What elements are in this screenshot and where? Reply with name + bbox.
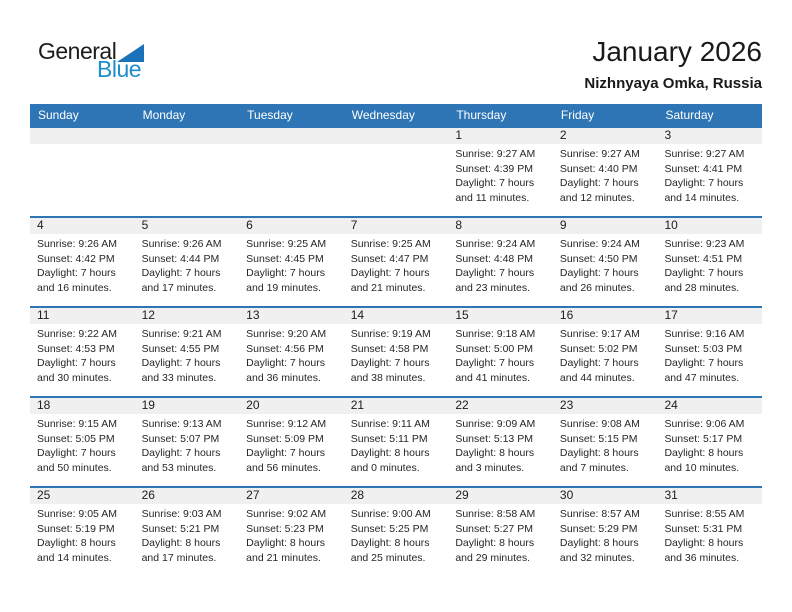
calendar-cell-day-17 — [657, 308, 762, 396]
day-detail-line: Daylight: 7 hours — [141, 267, 221, 280]
day-number: 5 — [135, 218, 240, 234]
day-detail-line: Daylight: 7 hours — [246, 267, 325, 280]
day-detail-line: Daylight: 7 hours — [664, 177, 744, 190]
day-detail-line: Sunrise: 9:16 AM — [664, 328, 745, 340]
day-detail-line: and 12 minutes. — [559, 191, 635, 204]
day-number: 3 — [657, 128, 762, 144]
calendar-cell-day-30 — [553, 488, 658, 576]
day-detail-line: Sunset: 5:21 PM — [141, 522, 220, 535]
weekday-header-wednesday: Wednesday — [351, 108, 415, 122]
day-number: 10 — [657, 218, 762, 234]
day-detail-line: and 53 minutes. — [141, 461, 217, 474]
day-detail-line: Sunset: 4:44 PM — [141, 252, 220, 265]
day-number: 28 — [344, 488, 449, 504]
day-detail-line: Sunset: 4:48 PM — [455, 252, 533, 265]
day-detail-line: Sunrise: 9:27 AM — [559, 148, 640, 160]
day-details — [239, 324, 344, 385]
day-detail-line: Sunrise: 9:20 AM — [246, 328, 327, 340]
day-detail-line: and 56 minutes. — [246, 461, 321, 474]
day-detail-line: and 33 minutes. — [141, 371, 217, 384]
day-number: 8 — [448, 218, 553, 234]
day-number: 29 — [448, 488, 553, 504]
day-details — [657, 144, 762, 205]
day-number: 31 — [657, 488, 762, 504]
day-details — [344, 504, 449, 565]
day-detail-line: Daylight: 8 hours — [455, 447, 535, 460]
day-detail-line: Sunrise: 9:13 AM — [141, 418, 222, 430]
day-detail-line: Sunrise: 9:24 AM — [455, 238, 536, 250]
day-details — [239, 144, 344, 147]
day-detail-line: Sunset: 4:47 PM — [350, 252, 429, 265]
day-detail-line: and 7 minutes. — [559, 461, 629, 474]
day-detail-line: and 14 minutes. — [37, 551, 112, 564]
day-detail-line: Sunrise: 9:18 AM — [455, 328, 536, 340]
day-detail-line: and 16 minutes. — [37, 281, 112, 294]
day-details — [344, 414, 449, 475]
day-detail-line: Sunset: 5:31 PM — [664, 522, 743, 535]
day-details — [448, 414, 553, 475]
calendar-cell-day-4 — [30, 218, 135, 306]
day-detail-line: Sunrise: 9:03 AM — [141, 508, 222, 520]
day-detail-line: Daylight: 8 hours — [37, 537, 116, 550]
calendar-cell-day-10 — [657, 218, 762, 306]
day-detail-line: Sunset: 5:27 PM — [455, 522, 533, 535]
day-detail-line: Sunrise: 9:25 AM — [246, 238, 327, 250]
day-details — [239, 234, 344, 295]
day-detail-line: Daylight: 7 hours — [246, 447, 325, 460]
day-number: 11 — [30, 308, 135, 324]
day-detail-line: Sunset: 4:45 PM — [246, 252, 324, 265]
day-details — [553, 234, 658, 295]
day-detail-line: Daylight: 7 hours — [455, 177, 535, 190]
day-detail-line: Daylight: 7 hours — [37, 447, 116, 460]
day-details — [30, 234, 135, 295]
calendar-cell-day-22 — [448, 398, 553, 486]
day-detail-line: Daylight: 7 hours — [455, 267, 535, 280]
calendar-cell-day-25 — [30, 488, 135, 576]
day-detail-line: Sunset: 5:23 PM — [246, 522, 324, 535]
day-detail-line: and 41 minutes. — [455, 371, 531, 384]
day-detail-line: Sunrise: 8:57 AM — [559, 508, 640, 520]
calendar-cell-empty — [30, 128, 135, 216]
logo-text-general: General — [38, 38, 117, 64]
day-number: 16 — [553, 308, 658, 324]
calendar-cell-day-12 — [135, 308, 240, 396]
day-detail-line: and 36 minutes. — [664, 551, 740, 564]
day-details — [448, 234, 553, 295]
day-detail-line: and 21 minutes. — [246, 551, 321, 564]
day-number: 7 — [344, 218, 449, 234]
day-detail-line: and 21 minutes. — [350, 281, 426, 294]
day-detail-line: Sunset: 4:51 PM — [664, 252, 743, 265]
calendar-cell-empty — [135, 128, 240, 216]
day-detail-line: Sunrise: 9:27 AM — [664, 148, 745, 160]
day-number: 2 — [553, 128, 658, 144]
day-number: 25 — [30, 488, 135, 504]
day-detail-line: and 47 minutes. — [664, 371, 740, 384]
day-details — [30, 144, 135, 147]
day-detail-line: Sunrise: 9:00 AM — [350, 508, 431, 520]
calendar-cell-day-8 — [448, 218, 553, 306]
day-detail-line: Sunrise: 9:21 AM — [141, 328, 222, 340]
calendar-cell-day-15 — [448, 308, 553, 396]
day-number: 19 — [135, 398, 240, 414]
day-details — [239, 414, 344, 475]
day-number: 23 — [553, 398, 658, 414]
day-number: 9 — [553, 218, 658, 234]
day-detail-line: Sunset: 5:15 PM — [559, 432, 638, 445]
weekday-header-row — [30, 104, 762, 126]
day-detail-line: Daylight: 8 hours — [455, 537, 535, 550]
day-detail-line: Sunset: 5:00 PM — [455, 342, 533, 355]
day-details — [30, 504, 135, 565]
day-detail-line: Daylight: 7 hours — [350, 267, 430, 280]
day-detail-line: Daylight: 8 hours — [559, 537, 639, 550]
day-details — [553, 324, 658, 385]
day-number: 12 — [135, 308, 240, 324]
day-detail-line: and 29 minutes. — [455, 551, 531, 564]
day-detail-line: and 17 minutes. — [141, 551, 217, 564]
calendar-cell-day-26 — [135, 488, 240, 576]
day-detail-line: and 36 minutes. — [246, 371, 321, 384]
day-detail-line: Sunrise: 9:09 AM — [455, 418, 536, 430]
day-detail-line: Daylight: 7 hours — [141, 447, 221, 460]
day-detail-line: Daylight: 7 hours — [559, 177, 639, 190]
day-details — [553, 504, 658, 565]
calendar-cell-day-29 — [448, 488, 553, 576]
day-number: 27 — [239, 488, 344, 504]
day-detail-line: Sunrise: 9:27 AM — [455, 148, 536, 160]
calendar-table — [30, 104, 762, 576]
day-detail-line: Daylight: 7 hours — [664, 267, 744, 280]
day-detail-line: Daylight: 8 hours — [246, 537, 325, 550]
week-row-5 — [30, 486, 762, 576]
day-detail-line: and 0 minutes. — [350, 461, 420, 474]
day-details — [448, 504, 553, 565]
calendar-cell-day-20 — [239, 398, 344, 486]
day-details — [657, 234, 762, 295]
day-number: 20 — [239, 398, 344, 414]
day-number — [239, 128, 344, 144]
week-row-3 — [30, 306, 762, 396]
day-detail-line: Sunrise: 9:15 AM — [37, 418, 117, 430]
day-detail-line: Sunset: 5:07 PM — [141, 432, 220, 445]
weekday-header-sunday: Sunday — [38, 108, 79, 122]
day-details — [135, 414, 240, 475]
calendar-cell-day-3 — [657, 128, 762, 216]
day-details — [135, 234, 240, 295]
day-number: 13 — [239, 308, 344, 324]
day-detail-line: Daylight: 7 hours — [37, 267, 116, 280]
day-detail-line: Sunrise: 9:24 AM — [559, 238, 640, 250]
calendar-cell-day-6 — [239, 218, 344, 306]
day-detail-line: Sunrise: 9:26 AM — [37, 238, 117, 250]
day-number — [344, 128, 449, 144]
day-detail-line: and 28 minutes. — [664, 281, 740, 294]
day-detail-line: and 32 minutes. — [559, 551, 635, 564]
calendar-cell-day-21 — [344, 398, 449, 486]
calendar-cell-day-31 — [657, 488, 762, 576]
week-row-2 — [30, 216, 762, 306]
day-detail-line: and 30 minutes. — [37, 371, 112, 384]
day-details — [344, 234, 449, 295]
day-details — [30, 324, 135, 385]
day-detail-line: Sunset: 4:53 PM — [37, 342, 115, 355]
day-number: 22 — [448, 398, 553, 414]
calendar-cell-day-11 — [30, 308, 135, 396]
day-detail-line: Daylight: 8 hours — [559, 447, 639, 460]
calendar-cell-day-16 — [553, 308, 658, 396]
day-detail-line: Sunset: 5:13 PM — [455, 432, 533, 445]
day-detail-line: Daylight: 8 hours — [350, 447, 430, 460]
calendar-cell-empty — [239, 128, 344, 216]
weekday-header-tuesday: Tuesday — [247, 108, 293, 122]
day-detail-line: Sunset: 4:39 PM — [455, 162, 533, 175]
day-details — [553, 144, 658, 205]
page-title: January 2026 — [592, 36, 762, 67]
calendar-cell-day-14 — [344, 308, 449, 396]
day-number: 26 — [135, 488, 240, 504]
general-blue-logo — [38, 40, 168, 80]
day-detail-line: Daylight: 8 hours — [664, 447, 744, 460]
day-number: 15 — [448, 308, 553, 324]
day-detail-line: Daylight: 7 hours — [246, 357, 325, 370]
day-detail-line: Daylight: 8 hours — [350, 537, 430, 550]
calendar-cell-day-5 — [135, 218, 240, 306]
day-detail-line: Daylight: 7 hours — [350, 357, 430, 370]
day-details — [657, 414, 762, 475]
day-detail-line: and 17 minutes. — [141, 281, 217, 294]
day-detail-line: and 38 minutes. — [350, 371, 426, 384]
calendar-cell-day-28 — [344, 488, 449, 576]
calendar-cell-day-18 — [30, 398, 135, 486]
day-detail-line: and 25 minutes. — [350, 551, 426, 564]
day-number: 17 — [657, 308, 762, 324]
day-number: 21 — [344, 398, 449, 414]
day-detail-line: and 50 minutes. — [37, 461, 112, 474]
calendar-cell-empty — [344, 128, 449, 216]
day-detail-line: and 19 minutes. — [246, 281, 321, 294]
day-details — [135, 504, 240, 565]
day-detail-line: Sunrise: 9:19 AM — [350, 328, 431, 340]
day-detail-line: Sunset: 5:05 PM — [37, 432, 115, 445]
day-detail-line: Sunset: 4:40 PM — [559, 162, 638, 175]
day-detail-line: Sunset: 5:29 PM — [559, 522, 638, 535]
calendar-grid — [30, 126, 762, 576]
day-detail-line: Daylight: 7 hours — [664, 357, 744, 370]
calendar-cell-day-27 — [239, 488, 344, 576]
day-detail-line: Sunrise: 9:08 AM — [559, 418, 640, 430]
title-block — [584, 36, 762, 92]
day-detail-line: Sunrise: 9:11 AM — [350, 418, 430, 430]
day-details — [344, 324, 449, 385]
day-detail-line: Sunrise: 8:55 AM — [664, 508, 745, 520]
day-detail-line: Sunset: 4:42 PM — [37, 252, 115, 265]
day-details — [135, 324, 240, 385]
day-details — [448, 144, 553, 205]
day-details — [30, 414, 135, 475]
weekday-header-friday: Friday — [560, 108, 595, 122]
day-detail-line: Sunrise: 9:06 AM — [664, 418, 745, 430]
day-detail-line: and 11 minutes. — [455, 191, 530, 204]
day-number: 4 — [30, 218, 135, 234]
day-detail-line: Sunset: 5:09 PM — [246, 432, 324, 445]
day-detail-line: Sunrise: 9:12 AM — [246, 418, 327, 430]
day-detail-line: Sunset: 4:41 PM — [664, 162, 743, 175]
day-detail-line: Daylight: 7 hours — [37, 357, 116, 370]
day-detail-line: and 14 minutes. — [664, 191, 740, 204]
day-detail-line: Daylight: 7 hours — [559, 357, 639, 370]
day-number: 18 — [30, 398, 135, 414]
day-detail-line: Sunset: 5:11 PM — [350, 432, 428, 445]
day-detail-line: Sunrise: 9:25 AM — [350, 238, 431, 250]
day-details — [657, 504, 762, 565]
day-detail-line: Sunrise: 9:02 AM — [246, 508, 327, 520]
day-detail-line: Sunrise: 9:26 AM — [141, 238, 222, 250]
day-detail-line: and 26 minutes. — [559, 281, 635, 294]
day-details — [657, 324, 762, 385]
day-number: 1 — [448, 128, 553, 144]
weekday-header-thursday: Thursday — [456, 108, 507, 122]
day-detail-line: Sunset: 4:55 PM — [141, 342, 220, 355]
day-detail-line: Sunset: 5:02 PM — [559, 342, 638, 355]
day-detail-line: Daylight: 7 hours — [455, 357, 535, 370]
calendar-cell-day-13 — [239, 308, 344, 396]
weekday-header-saturday: Saturday — [665, 108, 714, 122]
day-detail-line: and 23 minutes. — [455, 281, 531, 294]
day-detail-line: Sunset: 4:58 PM — [350, 342, 429, 355]
calendar-cell-day-1 — [448, 128, 553, 216]
day-number — [30, 128, 135, 144]
logo-text-blue: Blue — [97, 56, 142, 82]
day-details — [135, 144, 240, 147]
day-detail-line: Daylight: 8 hours — [664, 537, 744, 550]
day-detail-line: and 44 minutes. — [559, 371, 635, 384]
day-detail-line: Daylight: 8 hours — [141, 537, 221, 550]
day-number: 30 — [553, 488, 658, 504]
day-detail-line: Sunset: 5:03 PM — [664, 342, 743, 355]
day-detail-line: Sunrise: 9:22 AM — [37, 328, 117, 340]
day-number: 14 — [344, 308, 449, 324]
day-detail-line: Sunset: 5:17 PM — [664, 432, 743, 445]
page-subtitle: Nizhnyaya Omka, Russia — [584, 75, 762, 93]
day-details — [344, 144, 449, 147]
day-detail-line: and 3 minutes. — [455, 461, 525, 474]
week-row-4 — [30, 396, 762, 486]
day-number: 24 — [657, 398, 762, 414]
day-detail-line: Sunrise: 8:58 AM — [455, 508, 536, 520]
day-detail-line: Daylight: 7 hours — [141, 357, 221, 370]
day-detail-line: Sunset: 5:19 PM — [37, 522, 115, 535]
calendar-cell-day-2 — [553, 128, 658, 216]
day-detail-line: Sunrise: 9:17 AM — [559, 328, 640, 340]
calendar-cell-day-19 — [135, 398, 240, 486]
day-details — [239, 504, 344, 565]
day-detail-line: Sunrise: 9:05 AM — [37, 508, 117, 520]
day-details — [553, 414, 658, 475]
day-detail-line: Sunrise: 9:23 AM — [664, 238, 745, 250]
weekday-header-monday: Monday — [142, 108, 186, 122]
calendar-cell-day-23 — [553, 398, 658, 486]
day-detail-line: Sunset: 4:50 PM — [559, 252, 638, 265]
day-details — [448, 324, 553, 385]
calendar-cell-day-9 — [553, 218, 658, 306]
calendar-cell-day-24 — [657, 398, 762, 486]
week-row-1 — [30, 126, 762, 216]
day-detail-line: Daylight: 7 hours — [559, 267, 639, 280]
day-number — [135, 128, 240, 144]
day-detail-line: Sunset: 5:25 PM — [350, 522, 429, 535]
calendar-cell-day-7 — [344, 218, 449, 306]
day-detail-line: Sunset: 4:56 PM — [246, 342, 324, 355]
day-detail-line: and 10 minutes. — [664, 461, 740, 474]
day-number: 6 — [239, 218, 344, 234]
